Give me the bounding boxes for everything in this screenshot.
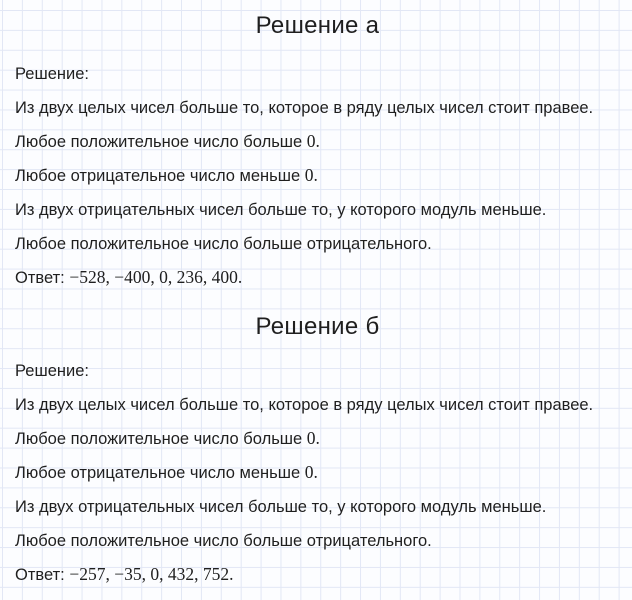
statement-line — [15, 97, 620, 119]
section-b-heading: Решение б — [255, 313, 380, 340]
statement-line — [15, 462, 620, 484]
answer-prefix: Ответ: — [15, 566, 70, 584]
answer-prefix: Ответ: — [15, 269, 70, 287]
statement-text: Из двух отрицательных чисел больше то, у которого модуль меньше. — [15, 498, 547, 516]
solution-label: Решение: — [15, 362, 89, 380]
statement-line — [15, 131, 620, 153]
statement-line — [15, 394, 620, 416]
statement-line — [15, 530, 620, 552]
statement-text: Любое положительное число больше — [15, 133, 307, 151]
section-a-heading: Решение а — [255, 12, 380, 39]
answer-line — [15, 564, 620, 586]
solution-label: Решение: — [15, 65, 89, 83]
statement-text: Любое отрицательное число меньше — [15, 464, 305, 482]
statement-text: Любое отрицательное число меньше — [15, 167, 305, 185]
answer-numbers: −257, −35, 0, 432, 752. — [69, 564, 234, 584]
solution-section-a — [15, 0, 620, 289]
statement-text: Любое положительное число больше отрицательного. — [15, 532, 432, 550]
statement-line — [15, 428, 620, 450]
answer-line — [15, 267, 620, 289]
statement-math: 0. — [306, 428, 320, 448]
statement-text: Из двух целых чисел больше то, которое в ряду целых чисел стоит правее. — [15, 99, 594, 117]
statement-text: Из двух отрицательных чисел больше то, у которого модуль меньше. — [15, 201, 547, 219]
statement-text: Из двух целых чисел больше то, которое в ряду целых чисел стоит правее. — [15, 396, 594, 414]
statement-line — [15, 199, 620, 221]
statement-line — [15, 233, 620, 255]
answer-numbers: −528, −400, 0, 236, 400. — [69, 267, 243, 287]
statement-math: 0. — [304, 462, 318, 482]
statement-math: 0. — [304, 165, 318, 185]
statement-line — [15, 496, 620, 518]
statement-text: Любое положительное число больше — [15, 430, 307, 448]
statement-line — [15, 165, 620, 187]
solution-section-b — [15, 311, 620, 586]
statement-text: Любое положительное число больше отрицательного. — [15, 235, 432, 253]
statement-math: 0. — [306, 131, 320, 151]
